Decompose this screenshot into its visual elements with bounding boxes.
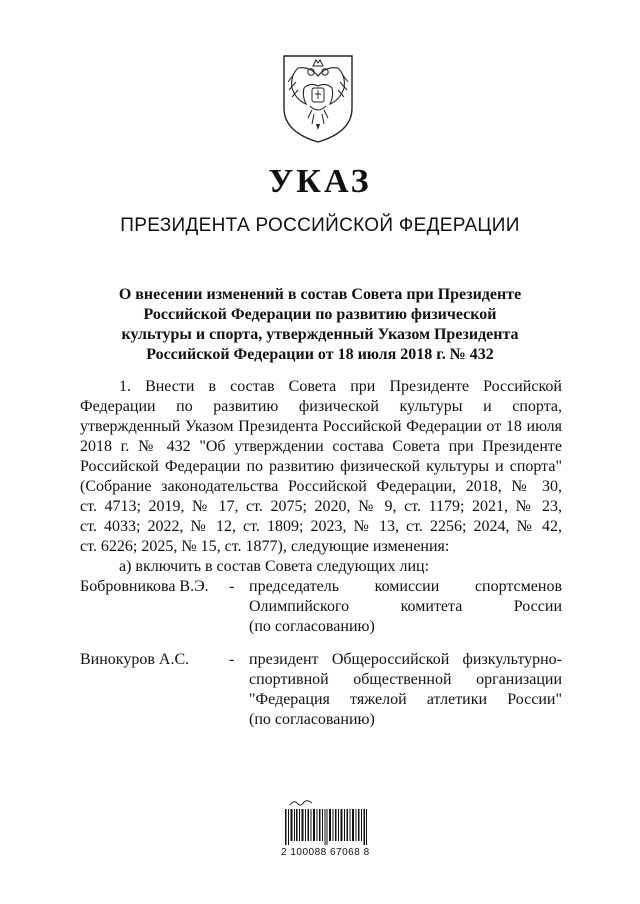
document-subtitle: ПРЕЗИДЕНТА РОССИЙСКОЙ ФЕДЕРАЦИИ [120,215,520,236]
member-dash: - [229,651,235,668]
document-heading [80,285,560,365]
heading-line: Российской Федерации от 18 июля 2018 г. № 432 [146,346,494,363]
body-line: 2018 г. № 432 "Об утверждении состава Совета при Президенте [80,438,562,455]
member-role-line: президент Общероссийской физкультурно- [249,651,562,668]
body-line: 1. Внести в состав Совета при Президенте Российской [119,378,562,395]
body-line: ст. 6226; 2025, № 15, ст. 1877), следующие изменения: [80,538,450,555]
barcode-number: 2 100088 67068 8 [281,847,370,858]
member-role-line: (по согласованию) [249,618,375,635]
document-title: УКАЗ [268,163,372,200]
member-role-line: спортивной общественной организации [249,671,562,688]
body-line: ст. 4033; 2022, № 12, ст. 1809; 2023, № 13, ст. 2256; 2024, № 42, [80,518,562,535]
body-line: утвержденный Указом Президента Российской Федерации от 18 июля [80,418,562,435]
barcode-icon [285,809,367,845]
body-line: Российской Федерации по развитию физической культуры и спорта" [80,458,562,475]
member-name: Винокуров А.С. [80,651,190,668]
member-name: Бобровникова В.Э. [80,578,209,595]
state-emblem-icon [280,52,356,144]
member-role-line: (по согласованию) [249,711,375,728]
member-dash: - [229,578,235,595]
member-role-line: председатель комиссии спортсменов [249,578,562,595]
member-role [249,577,562,637]
decree-body [80,377,562,577]
member-role [249,650,562,730]
heading-line: Российской Федерации по развитию физической [143,306,497,323]
body-line: ст. 4713; 2019, № 17, ст. 2075; 2020, № 9, ст. 1179; 2021, № 23, [80,498,562,515]
heading-line: О внесении изменений в состав Совета при Президенте [118,286,522,303]
heading-line: культуры и спорта, утвержденный Указом Президента [121,326,519,343]
body-line: Федерации по развитию физической культуры и спорта, [80,398,562,415]
member-role-line: Олимпийского комитета России [249,598,562,615]
registration-mark-icon [288,798,314,808]
member-role-line: "Федерация тяжелой атлетики России" [249,691,562,708]
body-line: а) включить в состав Совета следующих лиц: [119,558,430,575]
body-line: (Собрание законодательства Российской Федерации, 2018, № 30, [80,478,562,495]
